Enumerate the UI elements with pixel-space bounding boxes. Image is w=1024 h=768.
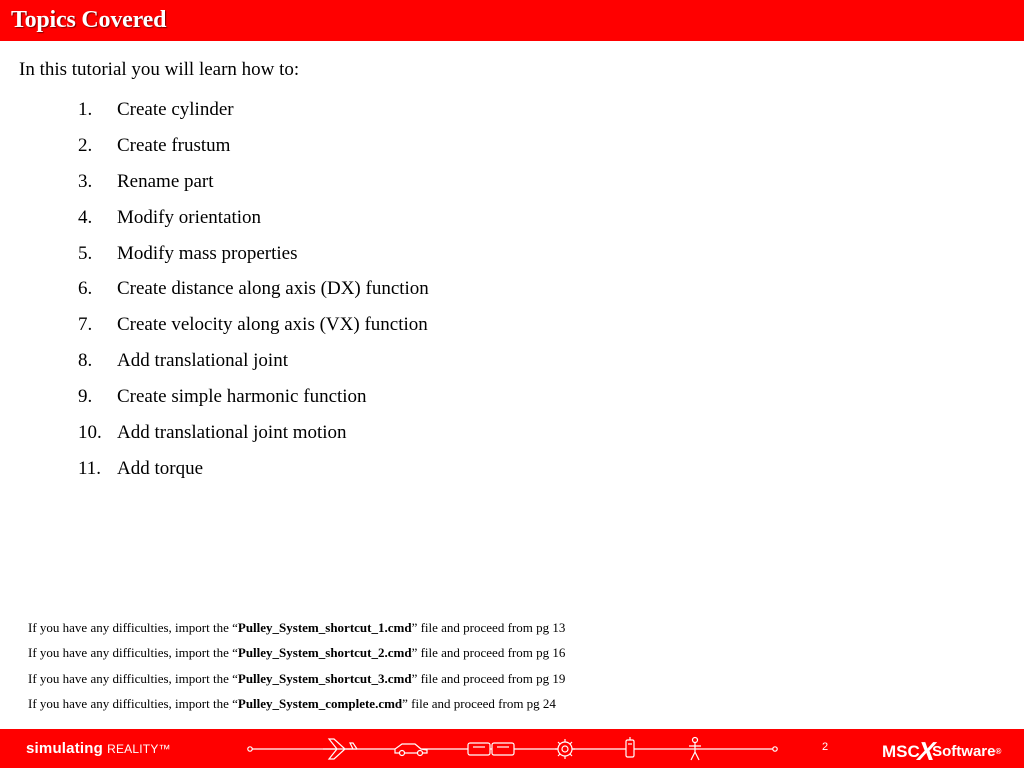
- page-number: 2: [822, 741, 829, 753]
- airplane-icon: [323, 739, 357, 759]
- topic-number: 1.: [78, 98, 93, 120]
- topic-number: 2.: [78, 134, 93, 156]
- topics-list: [78, 92, 429, 487]
- footer-icons-strip: [245, 733, 785, 765]
- topic-text: Create simple harmonic function: [117, 386, 367, 408]
- title-bar: [0, 0, 1024, 41]
- note-suffix: ” file and proceed from pg 19: [411, 670, 566, 686]
- note-filename: Pulley_System_shortcut_1.cmd: [237, 620, 412, 635]
- msc-software-logo: [882, 736, 1001, 767]
- logo-software: Software: [932, 743, 996, 760]
- shortcut-note: [28, 619, 565, 644]
- shortcut-note: [28, 644, 565, 669]
- topic-item: [78, 236, 429, 272]
- note-prefix: If you have any difficulties, import the “: [28, 620, 238, 635]
- car-icon: [395, 744, 427, 756]
- topic-item: [78, 343, 429, 379]
- topic-item: [78, 415, 429, 451]
- topic-text: Rename part: [117, 170, 214, 192]
- topic-number: 10.: [78, 421, 102, 443]
- shortcut-notes: [28, 619, 565, 720]
- logo-msc: MSC: [882, 741, 920, 761]
- page-title: Topics Covered: [11, 7, 167, 33]
- gear-icon: [555, 739, 575, 759]
- topic-text: Create velocity along axis (VX) function: [117, 314, 428, 336]
- tagline-strong: simulating: [26, 740, 104, 757]
- note-suffix: ” file and proceed from pg 16: [411, 645, 566, 661]
- note-filename: Pulley_System_shortcut_2.cmd: [237, 645, 412, 661]
- phone-icon: [626, 737, 634, 757]
- topic-text: Add translational joint motion: [117, 421, 347, 443]
- topic-item: [78, 307, 429, 343]
- topic-number: 9.: [78, 386, 93, 408]
- topic-item: [78, 164, 429, 200]
- topic-item: [78, 128, 429, 164]
- footer-tagline: [26, 740, 171, 757]
- shortcut-note: [28, 670, 565, 695]
- topic-text: Create distance along axis (DX) function: [117, 278, 429, 300]
- logo-x: X: [913, 736, 940, 766]
- topic-text: Modify orientation: [117, 206, 262, 228]
- topic-number: 7.: [78, 314, 93, 336]
- note-filename: Pulley_System_shortcut_3.cmd: [237, 670, 412, 686]
- topic-text: Add translational joint: [117, 350, 288, 372]
- topic-number: 6.: [78, 278, 93, 300]
- logo-registered: ®: [995, 747, 1002, 756]
- topic-number: 8.: [78, 350, 93, 372]
- topic-number: 4.: [78, 206, 93, 228]
- topic-number: 11.: [78, 457, 102, 479]
- note-suffix: ” file and proceed from pg 13: [411, 620, 566, 635]
- note-prefix: If you have any difficulties, import the “: [28, 695, 238, 711]
- note-prefix: If you have any difficulties, import the “: [28, 645, 238, 661]
- topic-item: [78, 379, 429, 415]
- topic-item: [78, 271, 429, 307]
- note-prefix: If you have any difficulties, import the “: [28, 670, 238, 686]
- intro-text: In this tutorial you will learn how to:: [19, 59, 300, 80]
- topic-number: 3.: [78, 170, 93, 192]
- topic-text: Create frustum: [117, 134, 231, 156]
- topic-text: Create cylinder: [117, 98, 234, 120]
- tagline-light: REALITY™: [107, 742, 171, 756]
- topic-text: Add torque: [117, 457, 204, 479]
- note-suffix: ” file and proceed from pg 24: [402, 695, 556, 711]
- topic-number: 5.: [78, 242, 93, 264]
- topic-text: Modify mass properties: [117, 242, 298, 264]
- shortcut-note: [28, 695, 565, 720]
- topic-item: [78, 451, 429, 487]
- topic-item: [78, 92, 429, 128]
- topic-item: [78, 200, 429, 236]
- footer-bar: [0, 729, 1024, 768]
- note-filename: Pulley_System_complete.cmd: [237, 695, 403, 711]
